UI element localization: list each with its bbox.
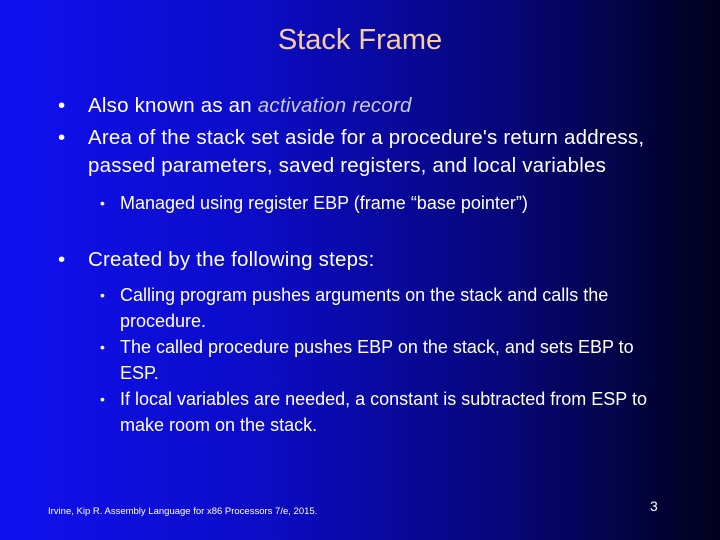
bullet-marker: • xyxy=(58,248,66,271)
sub-bullet-ebp xyxy=(58,190,668,216)
citation: Irvine, Kip R. Assembly Language for x86 Processors 7/e, 2015. xyxy=(48,506,318,517)
bullet-stack-area xyxy=(58,124,668,180)
sub-bullet-step-2 xyxy=(58,334,668,386)
sub-bullet-marker: • xyxy=(100,195,105,211)
bullet-activation-record xyxy=(58,92,668,120)
sub-bullet-marker: • xyxy=(100,391,105,407)
bullet-text: Created by the following steps: xyxy=(88,248,375,271)
sub-bullet-text: Calling program pushes arguments on the stack and calls the procedure. xyxy=(120,285,609,331)
sub-bullet-text: The called procedure pushes EBP on the stack, and sets EBP to ESP. xyxy=(120,337,634,383)
bullet-text: Also known as an xyxy=(88,94,252,117)
bullet-emphasis: activation record xyxy=(257,94,412,117)
slide-title: Stack Frame xyxy=(277,24,443,56)
sub-bullet-step-3 xyxy=(58,386,668,438)
page-number: 3 xyxy=(650,498,658,514)
bullet-marker: • xyxy=(58,94,66,117)
slide-content xyxy=(58,92,668,438)
bullet-text: Area of the stack set aside for a procedure's return address, passed parameters, saved registers, and local variables xyxy=(88,126,645,177)
sub-bullet-text: Managed using register EBP (frame “base pointer”) xyxy=(120,193,528,213)
bullet-marker: • xyxy=(58,126,66,149)
sub-bullet-marker: • xyxy=(100,287,105,303)
sub-bullet-marker: • xyxy=(100,339,105,355)
sub-bullet-text: If local variables are needed, a constant is subtracted from ESP to make room on the stack. xyxy=(120,389,647,435)
bullet-created-by xyxy=(58,246,668,274)
sub-bullet-step-1 xyxy=(58,282,668,334)
